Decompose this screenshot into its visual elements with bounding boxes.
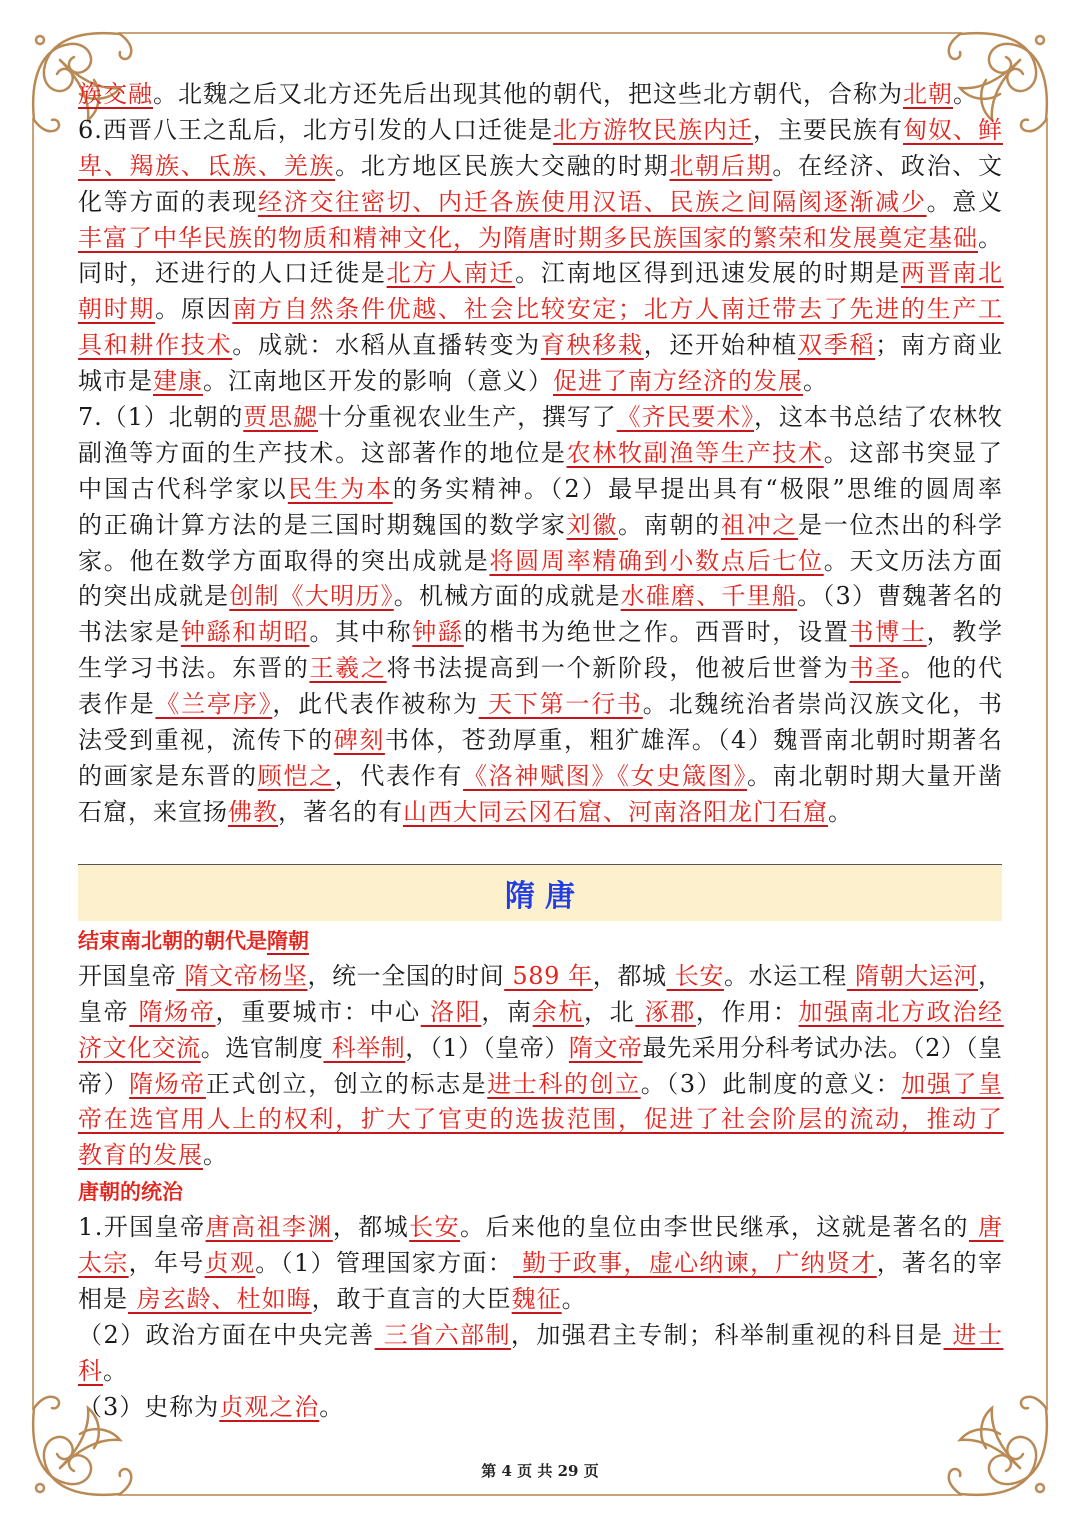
body-text: 相是 — [78, 1284, 128, 1313]
text-line — [78, 364, 828, 400]
body-text: 。天文历法方面 — [823, 546, 1004, 575]
body-text: （2）政治方面在中央完善 — [78, 1320, 375, 1349]
body-text: 的突出成就是 — [78, 582, 230, 611]
body-text: 书体，苍劲厚重，粗犷雄浑。（4）魏晋南北朝时期著名 — [384, 726, 1004, 755]
answer-text: 三省六部制 — [374, 1320, 511, 1349]
answer-text: 农林牧副渔等生产技术 — [566, 438, 824, 467]
body-text: 。 — [953, 80, 978, 108]
text-line — [78, 400, 1003, 436]
answer-text: 书博士 — [849, 618, 927, 647]
answer-text: 北方游牧民族内迁 — [552, 115, 753, 144]
text-line — [78, 185, 1004, 221]
answer-text: 王羲之 — [309, 654, 387, 683]
answer-text: 民生为本 — [287, 474, 393, 503]
answer-text: 创制《大明历》 — [229, 582, 394, 611]
body-text: 。机械方面的成就是 — [393, 582, 621, 611]
text-line — [78, 615, 1004, 651]
text-line — [78, 759, 1004, 795]
body-text: 1.开国皇帝 — [78, 1213, 206, 1242]
body-text: 。江南地区开发的影响（意义） — [203, 367, 553, 396]
body-text: 。 — [803, 367, 828, 396]
section-heading — [78, 1174, 183, 1210]
body-text: ，（1）（皇帝） — [405, 1033, 569, 1062]
text-line — [78, 328, 1004, 364]
body-text: 。 — [203, 1141, 228, 1170]
answer-text: 朝时期 — [78, 295, 156, 324]
text-line — [78, 1282, 587, 1318]
body-text: 正式创立，创立的标志是 — [205, 1069, 488, 1098]
body-text: 。（1）管理国家方面： — [255, 1249, 514, 1278]
page-footer: 第 4 页 共 29 页 — [481, 1462, 599, 1480]
answer-text: 钟繇和胡昭 — [180, 618, 310, 647]
body-text: 。 — [319, 1392, 345, 1421]
answer-text: 唐高祖李渊 — [205, 1213, 333, 1242]
body-text: 。意义 — [926, 187, 1004, 216]
body-text: 的正确计算方法的是三国时期魏国的数学家 — [78, 510, 567, 539]
text-line — [78, 1354, 128, 1390]
answer-text: 北朝后期 — [669, 151, 773, 180]
body-text: 。北魏统治者崇尚汉族文化，书 — [642, 690, 1004, 719]
body-text: ，代表作有 — [334, 761, 464, 790]
body-text: ，重要城市：中心 — [215, 997, 421, 1026]
body-text: 。 — [978, 223, 1003, 252]
body-text: 。 — [561, 1284, 587, 1313]
body-text: 的楷书为绝世之作。西晋时，设置 — [463, 618, 850, 647]
body-text: ，南 — [481, 997, 533, 1026]
answer-text: 匈奴、鲜 — [903, 115, 1004, 144]
body-text: 帝） — [78, 1069, 130, 1098]
text-line — [78, 544, 1004, 580]
body-text: 7.（1）北朝的 — [78, 403, 244, 432]
answer-text: 隋炀帝 — [129, 997, 216, 1026]
body-text: 书法家是 — [78, 618, 181, 647]
text-line — [78, 959, 1003, 995]
text-line — [78, 1031, 1003, 1067]
answer-text: 贾思勰 — [243, 403, 318, 432]
text-line — [78, 1138, 228, 1174]
body-text: ，统一全国的时间 — [307, 961, 505, 990]
answer-text: 教育的发展 — [78, 1141, 203, 1170]
body-text: ，著名的有 — [278, 797, 403, 826]
answer-text: 北朝 — [903, 80, 953, 108]
section-suitang-body — [78, 923, 1002, 1425]
answer-text: 经济交往密切、内迁各族使用汉语、民族之间隔阂逐渐减少 — [258, 187, 927, 216]
answer-text: 将圆周率精确到小数点后七位 — [489, 546, 824, 575]
answer-text: 书圣 — [849, 654, 901, 683]
answer-text: 南方自然条件优越、社会比较安定；北方人南迁带去了先进的生产工 — [232, 295, 1004, 324]
text-line — [78, 221, 1003, 257]
answer-text: 隋文帝杨坚 — [176, 961, 308, 990]
answer-text: 涿郡 — [635, 997, 696, 1026]
body-text: 。（3）曹魏著名的 — [797, 582, 1004, 611]
answer-text: 长安 — [409, 1213, 461, 1242]
body-text: 。 — [103, 1356, 128, 1385]
answer-text: 山西大同云冈石窟、河南洛阳龙门石窟 — [403, 797, 828, 826]
text-line — [78, 995, 1004, 1031]
body-text: ，主要民族有 — [752, 115, 903, 144]
answer-text: 进士 — [943, 1320, 1004, 1349]
body-text: 将书法提高到一个新阶段，他被后世誉为 — [386, 654, 850, 683]
answer-text: 隋朝大运河 — [846, 961, 979, 990]
body-text: 。这部书突显了 — [823, 438, 1004, 467]
text-line — [78, 508, 1004, 544]
answer-text: 佛教 — [228, 797, 278, 826]
body-text: ，作用： — [695, 997, 799, 1026]
answer-text: 隋文帝 — [568, 1033, 643, 1062]
text-line — [78, 687, 1004, 723]
body-text: 副渔等方面的生产技术。这部著作的地位是 — [78, 438, 567, 467]
answer-text: 隋朝 — [267, 928, 309, 953]
text-line — [78, 1390, 344, 1426]
text-line — [78, 77, 978, 113]
body-text: 城市是 — [78, 367, 153, 396]
body-text: 同时，还进行的人口迁徙是 — [78, 259, 387, 288]
answer-text: 丰富了中华民族的物质和精神文化，为隋唐时期多民族国家的繁荣和发展奠定基础 — [78, 223, 978, 252]
answer-text: 余杭 — [532, 997, 584, 1026]
answer-text: 建康 — [153, 367, 203, 396]
answer-text: 魏征 — [511, 1284, 562, 1313]
body-text: 。北方地区民族大交融的时期 — [335, 151, 670, 180]
body-text: 。他的代 — [900, 654, 1004, 683]
body-text: 生学习书法。东晋的 — [78, 654, 310, 683]
body-text: 6.西晋八王之乱后，北方引发的人口迁徙是 — [78, 115, 553, 144]
text-line — [78, 1102, 1004, 1138]
answer-text: 贞观之治 — [219, 1392, 320, 1421]
body-text: 化等方面的表现 — [78, 187, 258, 216]
answer-text: 科举制 — [323, 1033, 406, 1062]
answer-text: 北方人南迁 — [386, 259, 516, 288]
text-line — [78, 1318, 1003, 1354]
body-text: ；南方商业 — [875, 331, 1004, 360]
answer-text: 刘徽 — [566, 510, 619, 539]
section-weijin-body — [78, 77, 1005, 831]
text-line — [78, 113, 1003, 149]
body-text: 是一位杰出的科学 — [798, 510, 1004, 539]
body-text: ，此代表作被称为 — [272, 690, 479, 719]
body-text: 家。他在数学方面取得的突出成就是 — [78, 546, 490, 575]
body-text: ，年号 — [128, 1249, 205, 1278]
answer-text: 祖冲之 — [720, 510, 799, 539]
answer-text: 水碓磨、千里船 — [620, 582, 798, 611]
answer-text: 促进了南方经济的发展 — [553, 367, 803, 396]
section-heading — [78, 923, 309, 959]
text-line — [78, 579, 1003, 615]
section-title-band — [78, 864, 1002, 921]
answer-text: 天下第一行书 — [478, 690, 643, 719]
answer-text: 卑、羯族、氐族、羌族 — [78, 151, 336, 180]
body-text: 的务实精神。（2）最早提出具有“极限”思维的圆周率 — [392, 474, 1005, 503]
answer-text: 科 — [78, 1356, 103, 1385]
answer-text: 589 年 — [504, 961, 593, 990]
body-text: 。成就：水稻从直播转变为 — [232, 331, 541, 360]
answer-text: 顾恺之 — [257, 761, 335, 790]
answer-text: 双季稻 — [798, 331, 876, 360]
body-text: 。江南地区得到迅速发展的时期是 — [515, 259, 901, 288]
text-line — [78, 256, 1004, 292]
body-text: 开国皇帝 — [78, 961, 177, 990]
answer-text: 贞观 — [204, 1249, 256, 1278]
body-text: 法受到重视，流传下的 — [78, 726, 334, 755]
body-text: ，北 — [583, 997, 636, 1026]
body-text: 结束南北朝的朝代是 — [78, 928, 267, 953]
body-text: 。水运工程 — [723, 961, 847, 990]
answer-text: 加强南北方政治经 — [798, 997, 1004, 1026]
body-text: 。在经济、政治、文 — [772, 151, 1004, 180]
answer-text: 济文化交流 — [78, 1033, 201, 1062]
answer-text: 进士科的创立 — [487, 1069, 641, 1098]
answer-text: 两晋南北 — [900, 259, 1004, 288]
body-text: 。其中称 — [309, 618, 413, 647]
body-text: ，这本书总结了农林牧 — [754, 403, 1003, 432]
answer-text: 钟繇 — [412, 618, 464, 647]
body-text: 。选官制度 — [200, 1033, 324, 1062]
text-line — [78, 292, 1004, 328]
body-text: 。（3）此制度的意义： — [640, 1069, 902, 1098]
body-text: 最先采用分科考试办法。（2）（皇 — [642, 1033, 1003, 1062]
body-text: 的画家是东晋的 — [78, 761, 258, 790]
body-text: ，著名的宰 — [876, 1249, 1004, 1278]
body-text: ，教学 — [926, 618, 1004, 647]
answer-text: 《齐民要术》 — [616, 403, 754, 432]
body-text: ， — [978, 961, 1003, 990]
body-text: 。南朝的 — [618, 510, 721, 539]
body-text: 皇帝 — [78, 997, 130, 1026]
answer-text: 《洛神赋图》《女史箴图》 — [463, 761, 748, 790]
body-text: ，都城 — [592, 961, 667, 990]
body-text: 十分重视农业生产，撰写了 — [317, 403, 617, 432]
answer-text: 育秧移栽 — [540, 331, 644, 360]
text-line — [78, 149, 1004, 185]
text-line — [78, 436, 1004, 472]
body-text: 。北魏之后又北方还先后出现其他的朝代，把这些北方朝代，合称为 — [153, 80, 903, 108]
text-line — [78, 795, 853, 831]
body-text: 。南北朝时期大量开凿 — [747, 761, 1004, 790]
body-text: 石窟，来宣扬 — [78, 797, 228, 826]
answer-text: 洛阳 — [420, 997, 482, 1026]
body-text: （3）史称为 — [78, 1392, 220, 1421]
answer-text: 具和耕作技术 — [78, 331, 233, 360]
body-text: 。后来他的皇位由李世民继承，这就是著名的 — [460, 1213, 969, 1242]
body-text: ，还开始种植 — [643, 331, 799, 360]
answer-text: 帝在选官用人上的权利，扩大了官吏的选拔范围，促进了社会阶层的流动，推动了 — [78, 1105, 1004, 1134]
answer-text: 勤于政事，虚心纳谏，广纳贤才 — [513, 1249, 877, 1278]
answer-text: 太宗 — [78, 1249, 129, 1278]
text-line — [78, 1246, 1003, 1282]
text-line — [78, 1067, 1004, 1103]
answer-text: 碑刻 — [333, 726, 385, 755]
body-text: 。 — [828, 797, 853, 826]
body-text: ，都城 — [332, 1213, 410, 1242]
body-text: ，加强君主专制；科举制重视的科目是 — [510, 1320, 944, 1349]
text-line — [78, 472, 1004, 508]
text-line — [78, 723, 1004, 759]
body-text: 唐朝的统治 — [78, 1179, 183, 1205]
answer-text: 房玄龄、杜如晦 — [128, 1284, 312, 1313]
answer-text: 长安 — [666, 961, 724, 990]
body-text: ，敢于直言的大臣 — [311, 1284, 512, 1313]
text-line — [78, 1210, 1003, 1246]
text-line — [78, 651, 1004, 687]
body-text: 中国古代科学家以 — [78, 474, 288, 503]
body-text: 。原因 — [155, 295, 233, 324]
body-text: 表作是 — [78, 690, 156, 719]
answer-text: 《兰亭序》 — [155, 690, 273, 719]
answer-text: 族交融 — [78, 80, 153, 108]
answer-text: 唐 — [968, 1213, 1004, 1242]
answer-text: 加强了皇 — [901, 1069, 1004, 1098]
section-title: 隋唐 — [505, 879, 585, 914]
answer-text: 隋炀帝 — [129, 1069, 206, 1098]
